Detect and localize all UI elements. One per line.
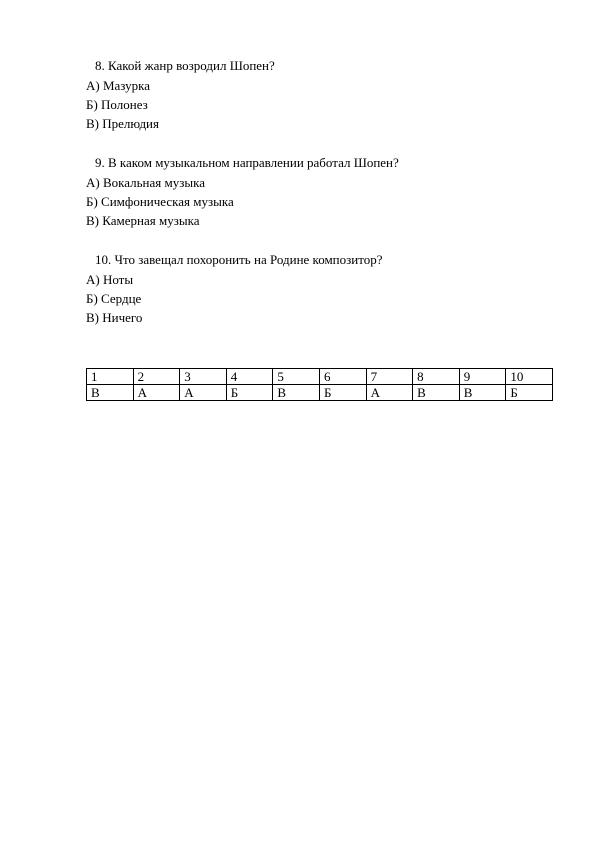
answer-option-c: В) Прелюдия (86, 116, 159, 131)
question-text: 9. В каком музыкальном направлении работал Шопен? (95, 155, 399, 170)
answer-cell: В (87, 385, 134, 401)
question-number-cell: 1 (87, 369, 134, 385)
answer-option-b: Б) Полонез (86, 97, 148, 112)
answer-option-a: А) Вокальная музыка (86, 175, 205, 190)
answer-cell: Б (226, 385, 273, 401)
question-text: 8. Какой жанр возродил Шопен? (95, 58, 275, 73)
question-10 (86, 252, 556, 329)
question-number-cell: 9 (459, 369, 506, 385)
answer-option-b: Б) Сердце (86, 291, 142, 306)
answer-option-b: Б) Симфоническая музыка (86, 194, 234, 209)
question-text: 10. Что завещал похоронить на Родине композитор? (95, 252, 383, 267)
answer-key-table (86, 368, 553, 401)
answer-option-c: В) Ничего (86, 310, 143, 325)
question-number-cell: 3 (180, 369, 227, 385)
answer-cell: А (133, 385, 180, 401)
answer-cell: Б (319, 385, 366, 401)
question-number-cell: 8 (413, 369, 460, 385)
question-number-cell: 6 (319, 369, 366, 385)
answer-option-c: В) Камерная музыка (86, 213, 200, 228)
question-number-cell: 5 (273, 369, 320, 385)
answer-option-a: А) Ноты (86, 272, 134, 287)
answer-cell: В (273, 385, 320, 401)
answer-cell: Б (506, 385, 553, 401)
answer-cell: В (459, 385, 506, 401)
question-number-cell: 7 (366, 369, 413, 385)
question-number-cell: 2 (133, 369, 180, 385)
answer-row (87, 385, 553, 401)
answer-cell: А (366, 385, 413, 401)
question-number-cell: 4 (226, 369, 273, 385)
question-number-row (87, 369, 553, 385)
answer-cell: В (413, 385, 460, 401)
question-8 (86, 58, 556, 135)
answer-cell: А (180, 385, 227, 401)
answer-option-a: А) Мазурка (86, 78, 151, 93)
question-9 (86, 155, 556, 232)
question-number-cell: 10 (506, 369, 553, 385)
